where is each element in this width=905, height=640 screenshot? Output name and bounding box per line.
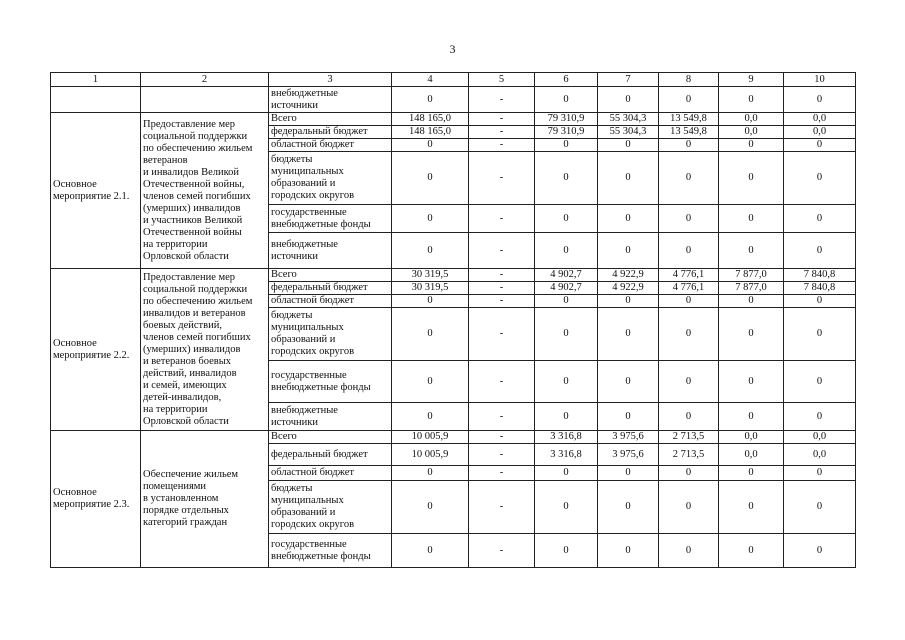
value-cell: 3 975,6 bbox=[598, 444, 659, 466]
value-cell: 0,0 bbox=[784, 126, 856, 139]
value-cell: 0,0 bbox=[719, 444, 784, 466]
value-cell: 0 bbox=[535, 87, 598, 113]
funding-source: бюджеты муниципальных образований и городских округов bbox=[269, 481, 392, 534]
value-cell: 0 bbox=[659, 295, 719, 308]
funding-source: внебюджетные источники bbox=[269, 87, 392, 113]
value-cell: 3 316,8 bbox=[535, 431, 598, 444]
value-cell: 0 bbox=[392, 403, 469, 431]
measure-description: Обеспечение жильем помещениями в установленном порядке отдельных категорий граждан bbox=[141, 431, 269, 568]
value-cell: 0 bbox=[598, 361, 659, 403]
value-cell: 55 304,3 bbox=[598, 113, 659, 126]
value-cell: 3 316,8 bbox=[535, 444, 598, 466]
value-cell: 0 bbox=[784, 233, 856, 269]
value-cell: 0 bbox=[659, 205, 719, 233]
value-cell: 0 bbox=[392, 152, 469, 205]
value-cell: 0 bbox=[784, 403, 856, 431]
column-number: 7 bbox=[598, 73, 659, 87]
measure-code: Основное мероприятие 2.1. bbox=[51, 113, 141, 269]
value-cell: - bbox=[469, 152, 535, 205]
column-number: 3 bbox=[269, 73, 392, 87]
empty-cell bbox=[141, 87, 269, 113]
value-cell: 4 776,1 bbox=[659, 269, 719, 282]
value-cell: - bbox=[469, 403, 535, 431]
value-cell: - bbox=[469, 233, 535, 269]
value-cell: 7 877,0 bbox=[719, 269, 784, 282]
value-cell: 0 bbox=[598, 233, 659, 269]
value-cell: 0 bbox=[535, 308, 598, 361]
value-cell: 0 bbox=[598, 308, 659, 361]
value-cell: 0 bbox=[784, 534, 856, 568]
value-cell: 79 310,9 bbox=[535, 113, 598, 126]
value-cell: 0 bbox=[719, 534, 784, 568]
value-cell: 0 bbox=[719, 233, 784, 269]
value-cell: 2 713,5 bbox=[659, 444, 719, 466]
column-number: 5 bbox=[469, 73, 535, 87]
value-cell: 4 922,9 bbox=[598, 269, 659, 282]
value-cell: 0 bbox=[598, 139, 659, 152]
value-cell: 0,0 bbox=[719, 431, 784, 444]
value-cell: 0 bbox=[784, 481, 856, 534]
value-cell: 0 bbox=[719, 139, 784, 152]
value-cell: 0 bbox=[719, 308, 784, 361]
value-cell: - bbox=[469, 126, 535, 139]
value-cell: 0 bbox=[659, 361, 719, 403]
funding-source: внебюджетные источники bbox=[269, 403, 392, 431]
page-number: 3 bbox=[449, 42, 456, 56]
value-cell: - bbox=[469, 269, 535, 282]
value-cell: 4 776,1 bbox=[659, 282, 719, 295]
value-cell: 0 bbox=[535, 295, 598, 308]
column-number: 2 bbox=[141, 73, 269, 87]
funding-source: федеральный бюджет bbox=[269, 282, 392, 295]
value-cell: 0 bbox=[659, 534, 719, 568]
value-cell: 7 877,0 bbox=[719, 282, 784, 295]
value-cell: 0 bbox=[535, 361, 598, 403]
funding-source: Всего bbox=[269, 113, 392, 126]
measure-description: Предоставление мер социальной поддержки по обеспечению жильем инвалидов и ветеранов боевых действий, членов семей погибших (умерших) инвалидов и ветеранов боевых действий, инвалидов и семей, имеющих детей-инвалидов, на территории Орловской области bbox=[141, 269, 269, 431]
value-cell: - bbox=[469, 295, 535, 308]
column-number: 4 bbox=[392, 73, 469, 87]
funding-row bbox=[51, 269, 856, 282]
funding-row bbox=[51, 113, 856, 126]
funding-source: государственные внебюджетные фонды bbox=[269, 205, 392, 233]
value-cell: 0 bbox=[598, 295, 659, 308]
value-cell: 0,0 bbox=[719, 126, 784, 139]
value-cell: - bbox=[469, 431, 535, 444]
value-cell: 0 bbox=[659, 308, 719, 361]
value-cell: 0 bbox=[719, 361, 784, 403]
value-cell: 0 bbox=[535, 152, 598, 205]
value-cell: 0 bbox=[719, 205, 784, 233]
value-cell: 0 bbox=[392, 295, 469, 308]
funding-source: Всего bbox=[269, 269, 392, 282]
value-cell: 0 bbox=[719, 466, 784, 481]
value-cell: 148 165,0 bbox=[392, 126, 469, 139]
value-cell: 0 bbox=[598, 87, 659, 113]
table-body bbox=[51, 87, 856, 568]
value-cell: 0 bbox=[535, 466, 598, 481]
value-cell: 0 bbox=[784, 87, 856, 113]
value-cell: 4 902,7 bbox=[535, 282, 598, 295]
value-cell: 0,0 bbox=[784, 444, 856, 466]
value-cell: 0 bbox=[659, 466, 719, 481]
funding-source: областной бюджет bbox=[269, 139, 392, 152]
funding-source: областной бюджет bbox=[269, 295, 392, 308]
funding-source: федеральный бюджет bbox=[269, 126, 392, 139]
value-cell: 0 bbox=[535, 205, 598, 233]
value-cell: 0 bbox=[659, 481, 719, 534]
value-cell: 2 713,5 bbox=[659, 431, 719, 444]
value-cell: 0 bbox=[535, 403, 598, 431]
measure-description: Предоставление мер социальной поддержки по обеспечению жильем ветеранов и инвалидов Великой Отечественной войны, членов семей погибших (умерших) инвалидов и участников Великой Отечественной войны на территории Орловской области bbox=[141, 113, 269, 269]
value-cell: 0 bbox=[598, 152, 659, 205]
value-cell: 7 840,8 bbox=[784, 282, 856, 295]
measure-code: Основное мероприятие 2.3. bbox=[51, 431, 141, 568]
value-cell: 0 bbox=[784, 152, 856, 205]
value-cell: - bbox=[469, 205, 535, 233]
value-cell: 0 bbox=[392, 308, 469, 361]
column-number: 6 bbox=[535, 73, 598, 87]
value-cell: 0 bbox=[598, 534, 659, 568]
column-number: 1 bbox=[51, 73, 141, 87]
funding-row bbox=[51, 431, 856, 444]
value-cell: 0 bbox=[392, 466, 469, 481]
value-cell: 0 bbox=[598, 466, 659, 481]
funding-source: бюджеты муниципальных образований и городских округов bbox=[269, 308, 392, 361]
value-cell: 0 bbox=[392, 205, 469, 233]
value-cell: 4 922,9 bbox=[598, 282, 659, 295]
value-cell: - bbox=[469, 361, 535, 403]
funding-source: государственные внебюджетные фонды bbox=[269, 534, 392, 568]
value-cell: 13 549,8 bbox=[659, 113, 719, 126]
measure-code: Основное мероприятие 2.2. bbox=[51, 269, 141, 431]
value-cell: - bbox=[469, 534, 535, 568]
value-cell: - bbox=[469, 87, 535, 113]
value-cell: - bbox=[469, 139, 535, 152]
value-cell: 79 310,9 bbox=[535, 126, 598, 139]
value-cell: 0 bbox=[392, 233, 469, 269]
column-number: 8 bbox=[659, 73, 719, 87]
carryover-row bbox=[51, 87, 856, 113]
value-cell: 0 bbox=[598, 481, 659, 534]
value-cell: 0 bbox=[659, 139, 719, 152]
funding-source: Всего bbox=[269, 431, 392, 444]
value-cell: 0,0 bbox=[784, 113, 856, 126]
value-cell: 0 bbox=[659, 87, 719, 113]
value-cell: 0 bbox=[659, 233, 719, 269]
funding-source: государственные внебюджетные фонды bbox=[269, 361, 392, 403]
column-number: 10 bbox=[784, 73, 856, 87]
value-cell: 0 bbox=[784, 295, 856, 308]
value-cell: - bbox=[469, 466, 535, 481]
value-cell: - bbox=[469, 308, 535, 361]
value-cell: 55 304,3 bbox=[598, 126, 659, 139]
value-cell: 0 bbox=[719, 152, 784, 205]
value-cell: 0 bbox=[719, 403, 784, 431]
value-cell: 30 319,5 bbox=[392, 282, 469, 295]
value-cell: 30 319,5 bbox=[392, 269, 469, 282]
value-cell: 0 bbox=[659, 152, 719, 205]
value-cell: 0 bbox=[392, 534, 469, 568]
value-cell: 4 902,7 bbox=[535, 269, 598, 282]
value-cell: 0 bbox=[784, 205, 856, 233]
funding-source: бюджеты муниципальных образований и городских округов bbox=[269, 152, 392, 205]
empty-cell bbox=[51, 87, 141, 113]
value-cell: 0 bbox=[598, 205, 659, 233]
value-cell: 148 165,0 bbox=[392, 113, 469, 126]
value-cell: 10 005,9 bbox=[392, 431, 469, 444]
value-cell: 0 bbox=[719, 481, 784, 534]
funding-source: областной бюджет bbox=[269, 466, 392, 481]
funding-table bbox=[50, 72, 856, 568]
funding-source: внебюджетные источники bbox=[269, 233, 392, 269]
value-cell: 13 549,8 bbox=[659, 126, 719, 139]
value-cell: 0 bbox=[784, 308, 856, 361]
value-cell: 10 005,9 bbox=[392, 444, 469, 466]
value-cell: 7 840,8 bbox=[784, 269, 856, 282]
funding-source: федеральный бюджет bbox=[269, 444, 392, 466]
value-cell: 0 bbox=[659, 403, 719, 431]
value-cell: 0 bbox=[535, 139, 598, 152]
value-cell: - bbox=[469, 113, 535, 126]
column-number: 9 bbox=[719, 73, 784, 87]
value-cell: 0,0 bbox=[719, 113, 784, 126]
value-cell: 0 bbox=[535, 534, 598, 568]
value-cell: 0 bbox=[784, 466, 856, 481]
value-cell: 0 bbox=[598, 403, 659, 431]
value-cell: 0 bbox=[719, 295, 784, 308]
value-cell: 0 bbox=[392, 87, 469, 113]
value-cell: 0 bbox=[392, 361, 469, 403]
value-cell: 0 bbox=[784, 361, 856, 403]
value-cell: 0 bbox=[719, 87, 784, 113]
value-cell: 0 bbox=[784, 139, 856, 152]
value-cell: 0 bbox=[392, 481, 469, 534]
value-cell: 0 bbox=[392, 139, 469, 152]
value-cell: - bbox=[469, 481, 535, 534]
column-number-row bbox=[51, 73, 856, 87]
value-cell: 0 bbox=[535, 481, 598, 534]
value-cell: - bbox=[469, 282, 535, 295]
value-cell: - bbox=[469, 444, 535, 466]
value-cell: 0 bbox=[535, 233, 598, 269]
value-cell: 3 975,6 bbox=[598, 431, 659, 444]
value-cell: 0,0 bbox=[784, 431, 856, 444]
